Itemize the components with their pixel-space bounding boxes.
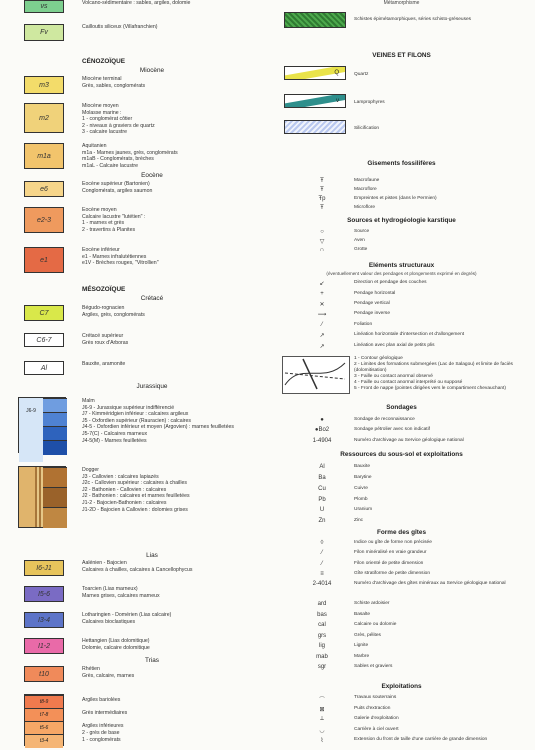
legend-symbol: lig bbox=[318, 643, 325, 649]
legend-symbol: ard bbox=[317, 601, 327, 607]
dogger-swatch-cell bbox=[43, 487, 67, 508]
legend-text: Grotte bbox=[354, 247, 368, 252]
legend-symbol: ⁄ bbox=[321, 561, 323, 567]
legend-symbol: ▽ bbox=[319, 239, 325, 245]
dogger-swatch-block bbox=[18, 466, 66, 528]
legend-text: Galerie d'exploitation bbox=[354, 716, 399, 721]
malm-swatch-cell bbox=[43, 398, 67, 413]
malm-swatch-block bbox=[18, 397, 66, 453]
legend-symbol: Ŧ bbox=[320, 187, 324, 193]
malm-swatch-cell bbox=[43, 412, 67, 427]
legend-text: Carrière à ciel ouvert bbox=[354, 727, 399, 732]
legend-text: Filon minéralisé en vraie grandeur bbox=[354, 550, 427, 555]
legend-symbol: ⌇ bbox=[320, 738, 324, 744]
section-note: (éventuellement valeur des pendages et plongements exprimé en degrés) bbox=[326, 271, 477, 276]
legend-text: Puits d'extraction bbox=[354, 706, 391, 711]
legend-text: Foliation bbox=[354, 322, 373, 327]
dogger-swatch-cell bbox=[43, 467, 67, 488]
legend-text: Crétacé supérieur Grès roux d'Arboras bbox=[82, 333, 129, 346]
legend-text: Cuivre bbox=[354, 486, 368, 491]
legend-symbol: Cu bbox=[318, 486, 326, 492]
top-label: Métamorphisme bbox=[383, 0, 420, 6]
legend-text: Direction et pendage des couches bbox=[354, 280, 427, 285]
legend-swatch: e2-3 bbox=[24, 207, 64, 233]
section-subtitle: Eocène bbox=[141, 172, 163, 179]
section-title: Ressources du sous-sol et exploitations bbox=[340, 451, 463, 458]
trias-swatch-cell: t3-4 bbox=[25, 734, 63, 748]
vein-label: Q bbox=[334, 70, 339, 76]
section-subtitle: Crétacé bbox=[140, 295, 164, 302]
legend-swatch: m3 bbox=[24, 76, 64, 94]
legend-text: Miocène terminal Grès, sables, conglomérats bbox=[82, 76, 146, 89]
section-subtitle: Lias bbox=[146, 552, 158, 559]
legend-text: Bauxite bbox=[354, 464, 370, 469]
legend-symbol: ↗ bbox=[319, 344, 325, 350]
legend-symbol: ⁄ bbox=[321, 550, 323, 556]
vein-swatch bbox=[284, 66, 346, 80]
trias-swatch-cell: t8-9 bbox=[25, 695, 63, 709]
vein-swatch bbox=[284, 94, 346, 108]
legend-swatch: e1 bbox=[24, 247, 64, 273]
section-title: Exploitations bbox=[381, 683, 422, 690]
legend-symbol: cal bbox=[318, 622, 326, 628]
legend-text: Filon orienté de petite dimension bbox=[354, 561, 424, 566]
malm-swatch-cell bbox=[43, 426, 67, 441]
legend-text: Microflore bbox=[354, 205, 376, 210]
legend-swatch: Al bbox=[24, 361, 64, 375]
legend-text: Lignite bbox=[354, 643, 369, 648]
legend-swatch: m2 bbox=[24, 103, 64, 133]
legend-text: Gîte stratiforme de petite dimension bbox=[354, 571, 430, 576]
legend-text: Pendage inverse bbox=[354, 311, 391, 316]
metamorphic-text: Schistes épimétamorphiques, séries schisto-gréseuses bbox=[354, 17, 472, 22]
metamorphic-swatch bbox=[284, 12, 346, 28]
legend-symbol: ⊠ bbox=[319, 707, 325, 713]
legend-symbol: ● bbox=[320, 417, 324, 423]
vein-label: ν bbox=[336, 98, 339, 104]
vein-swatch bbox=[284, 120, 346, 134]
legend-text: Bégudo-rognacien Argiles, grès, conglomérats bbox=[82, 305, 145, 318]
legend-symbol: + bbox=[320, 291, 324, 297]
trias-swatch-block bbox=[24, 694, 64, 746]
legend-text: Bauxite, aramonite bbox=[82, 361, 126, 367]
contact-diagram bbox=[282, 356, 350, 394]
legend-text: Toarcien (Lias marneux) Marnes grises, calcaires marneux bbox=[82, 586, 160, 599]
legend-symbol: mab bbox=[316, 654, 328, 660]
legend-text: Extension du front de taille d'une carrière de grande dimension bbox=[354, 737, 488, 742]
legend-swatch: Fv bbox=[24, 24, 64, 41]
legend-text: Rhétien Grès, calcaire, marnes bbox=[82, 666, 135, 679]
legend-symbol: Ŧ bbox=[320, 205, 324, 211]
legend-text: Lotharingien - Domérien (Lias calcaire) Calcaires bioclastiques bbox=[82, 612, 172, 625]
legend-text: Eocène supérieur (Bartonien) Conglomérats, argiles saumon bbox=[82, 181, 153, 194]
legend-symbol: 1-4904 bbox=[312, 438, 332, 444]
legend-text: Sables et graviers bbox=[354, 664, 393, 669]
section-subtitle: Miocène bbox=[139, 67, 165, 74]
section-title: Eléments structuraux bbox=[368, 262, 435, 269]
trias-swatch-cell: t5-6 bbox=[25, 721, 63, 735]
dogger-swatch-hatch bbox=[35, 467, 43, 527]
legend-text: Volcano-sédimentaire : sables, argiles, dolomie bbox=[82, 0, 191, 6]
legend-text: Lamprophyres bbox=[354, 100, 385, 105]
malm-swatch-cell bbox=[43, 440, 67, 455]
legend-text: Pendage vertical bbox=[354, 301, 390, 306]
legend-text: Marbre bbox=[354, 654, 370, 659]
legend-symbol: ⌒ bbox=[318, 698, 325, 704]
legend-text: Cailloutis siliceux (Villafranchien) bbox=[82, 24, 158, 30]
legend-symbol: Pb bbox=[318, 497, 326, 503]
legend-symbol: sgr bbox=[317, 664, 327, 670]
legend-symbol: ↗ bbox=[319, 333, 325, 339]
legend-text: Macroflore bbox=[354, 187, 377, 192]
legend-symbol: Ŧp bbox=[318, 196, 326, 202]
legend-text: Uranium bbox=[354, 507, 373, 512]
legend-text: Linéation horizontale d'intersection et d'allongement bbox=[354, 332, 465, 337]
legend-symbol: bas bbox=[317, 612, 327, 618]
legend-text: Eocène inférieur e1 - Marnes infralutétiennes e1V - Brèches rouges, "Vitrollien" bbox=[82, 247, 159, 267]
legend-text: Sondage de reconnaissance bbox=[354, 417, 415, 422]
legend-swatch: I5-6 bbox=[24, 586, 64, 602]
legend-swatch: I6-J1 bbox=[24, 560, 64, 576]
legend-text: Numéro d'archivage des gîtes minéraux au Service géologique national bbox=[354, 581, 506, 586]
legend-text: Numéro d'archivage au Service géologique national bbox=[354, 438, 464, 443]
legend-symbol: Ŧ bbox=[320, 178, 324, 184]
contacts-text: 1 - Contour géologique 2 - Limites des formations submergées (Lac de Salagou) et limite de faciès (dolomitisation) 3 - Faille ou contact anormal observé 4 - Faille ou contact anormal interprété ou supposé 5 - Front de nappe (pointes dirigées vers le compartiment chevauchant) bbox=[354, 356, 513, 391]
dogger-text: Dogger J3 - Callovien : calcaires lapiazés J2c - Callovien supérieur : calcaires à chailles J2 - Bathonien - Callovien : calcaires J2 - Bathonien : calcaires et marnes feuilletées J1-2 - Bajocien-Bathonien : calcaires J1-2D - Bajocien à Callovien : dolomies grises bbox=[82, 467, 190, 513]
section-title: CÉNOZOÏQUE bbox=[82, 58, 125, 65]
section-title: MÉSOZOÏQUE bbox=[82, 286, 126, 293]
legend-text: Linéation avec plan axial de petits plis bbox=[354, 343, 435, 348]
legend-text: Source bbox=[354, 229, 370, 234]
legend-text: Quartz bbox=[354, 72, 369, 77]
legend-swatch: C7 bbox=[24, 305, 64, 321]
legend-swatch: m1a bbox=[24, 143, 64, 169]
dogger-swatch-left bbox=[19, 467, 35, 527]
legend-text: Eocène moyen Calcaire lacustre "lutétien" : 1 - marnes et grès 2 - travertins à Planites bbox=[82, 207, 146, 233]
section-title: Sources et hydrogéologie karstique bbox=[347, 217, 456, 224]
legend-symbol: 2-4014 bbox=[312, 581, 332, 587]
legend-symbol: ○ bbox=[320, 229, 324, 235]
legend-symbol: ⁄ bbox=[321, 322, 323, 328]
legend-swatch: νs bbox=[24, 0, 64, 13]
legend-symbol: ≡ bbox=[320, 571, 324, 577]
legend-symbol: ◡ bbox=[319, 728, 325, 734]
legend-symbol: ●Bo2 bbox=[314, 427, 330, 433]
malm-swatch-left: J6-9 bbox=[19, 398, 43, 462]
legend-symbol: Zn bbox=[318, 518, 326, 524]
legend-swatch: I1-2 bbox=[24, 638, 64, 654]
legend-text: Calcaire ou dolomie bbox=[354, 622, 397, 627]
legend-symbol: ⟿ bbox=[317, 312, 327, 318]
section-title: VEINES ET FILONS bbox=[372, 52, 431, 59]
section-title: Gisements fossilifères bbox=[367, 160, 436, 167]
legend-symbol: Al bbox=[319, 464, 325, 470]
legend-text: Hettangien (Lias dolomitique) Dolomie, calcaire dolomitique bbox=[82, 638, 150, 651]
legend-symbol: ∩ bbox=[319, 247, 325, 253]
section-subtitle: Trias bbox=[145, 657, 159, 664]
legend-text: Travaux souterrains bbox=[354, 695, 397, 700]
legend-text: Zinc bbox=[354, 518, 364, 523]
legend-text: Sondage pétrolier avec son indicatif bbox=[354, 427, 430, 432]
legend-text: Indice ou gîte de forme non précisée bbox=[354, 540, 432, 545]
legend-swatch: e6 bbox=[24, 181, 64, 197]
legend-symbol: ↙ bbox=[319, 281, 325, 287]
legend-text: Aalénien - Bajocien Calcaires à chailles, calcaires à Cancellophycus bbox=[82, 560, 193, 573]
malm-text: Malm J6-9 - Jurassique supérieur indifférencié J7 - Kimméridgien inférieur : calcaires argileux J5 - Oxfordien supérieur (Rauracien) : calcaires J4-5 - Oxfordien inférieur et moyen (Argovien) : marnes feuilletées J5-7(C) - Calcaires marneux J4-5(M) - Marnes feuilletées bbox=[82, 398, 234, 444]
legend-text: Basalte bbox=[354, 612, 370, 617]
dogger-swatch-cell bbox=[43, 507, 67, 528]
contact-lines bbox=[283, 357, 347, 391]
legend-symbol: U bbox=[319, 507, 325, 513]
legend-swatch: t10 bbox=[24, 666, 64, 682]
legend-swatch: C6-7 bbox=[24, 333, 64, 347]
legend-text: Miocène moyen Molasse marine : 1 - conglomérat côtier 2 - niveaux à graviers de quartz 3 - calcaire lacustre bbox=[82, 103, 155, 136]
legend-text: Barytine bbox=[354, 475, 372, 480]
legend-symbol: ✕ bbox=[319, 302, 325, 308]
legend-swatch: I3-4 bbox=[24, 612, 64, 628]
legend-text: Macrofaune bbox=[354, 178, 380, 183]
legend-text: Grès, pélites bbox=[354, 633, 381, 638]
section-title: Forme des gîtes bbox=[376, 529, 426, 536]
legend-symbol: ◊ bbox=[320, 540, 324, 546]
legend-symbol: grs bbox=[317, 633, 327, 639]
legend-text: Pendage horizontal bbox=[354, 291, 396, 296]
legend-text: Plomb bbox=[354, 497, 368, 502]
trias-swatch-cell: t7-8 bbox=[25, 708, 63, 722]
legend-text: Schiste ardoisier bbox=[354, 601, 390, 606]
legend-text: Aven bbox=[354, 238, 365, 243]
legend-symbol: ⟂ bbox=[319, 716, 324, 722]
legend-symbol: Ba bbox=[318, 475, 326, 481]
trias-block-text: Argiles bariolées Grès intermédiaires Argiles inférieures 2 - grès de base 1 - conglomérats bbox=[82, 697, 128, 743]
legend-text: Empreintes et pistes (dans le Permien) bbox=[354, 196, 437, 201]
section-title: Sondages bbox=[386, 404, 417, 411]
legend-text: Silicification bbox=[354, 126, 380, 131]
legend-text: Aquitanien m1a - Marnes jaunes, grès, conglomérats m1aB - Conglomérats, brèches m1aL - Calcaire lacustre bbox=[82, 143, 178, 169]
section-subtitle: Jurassique bbox=[136, 383, 168, 390]
